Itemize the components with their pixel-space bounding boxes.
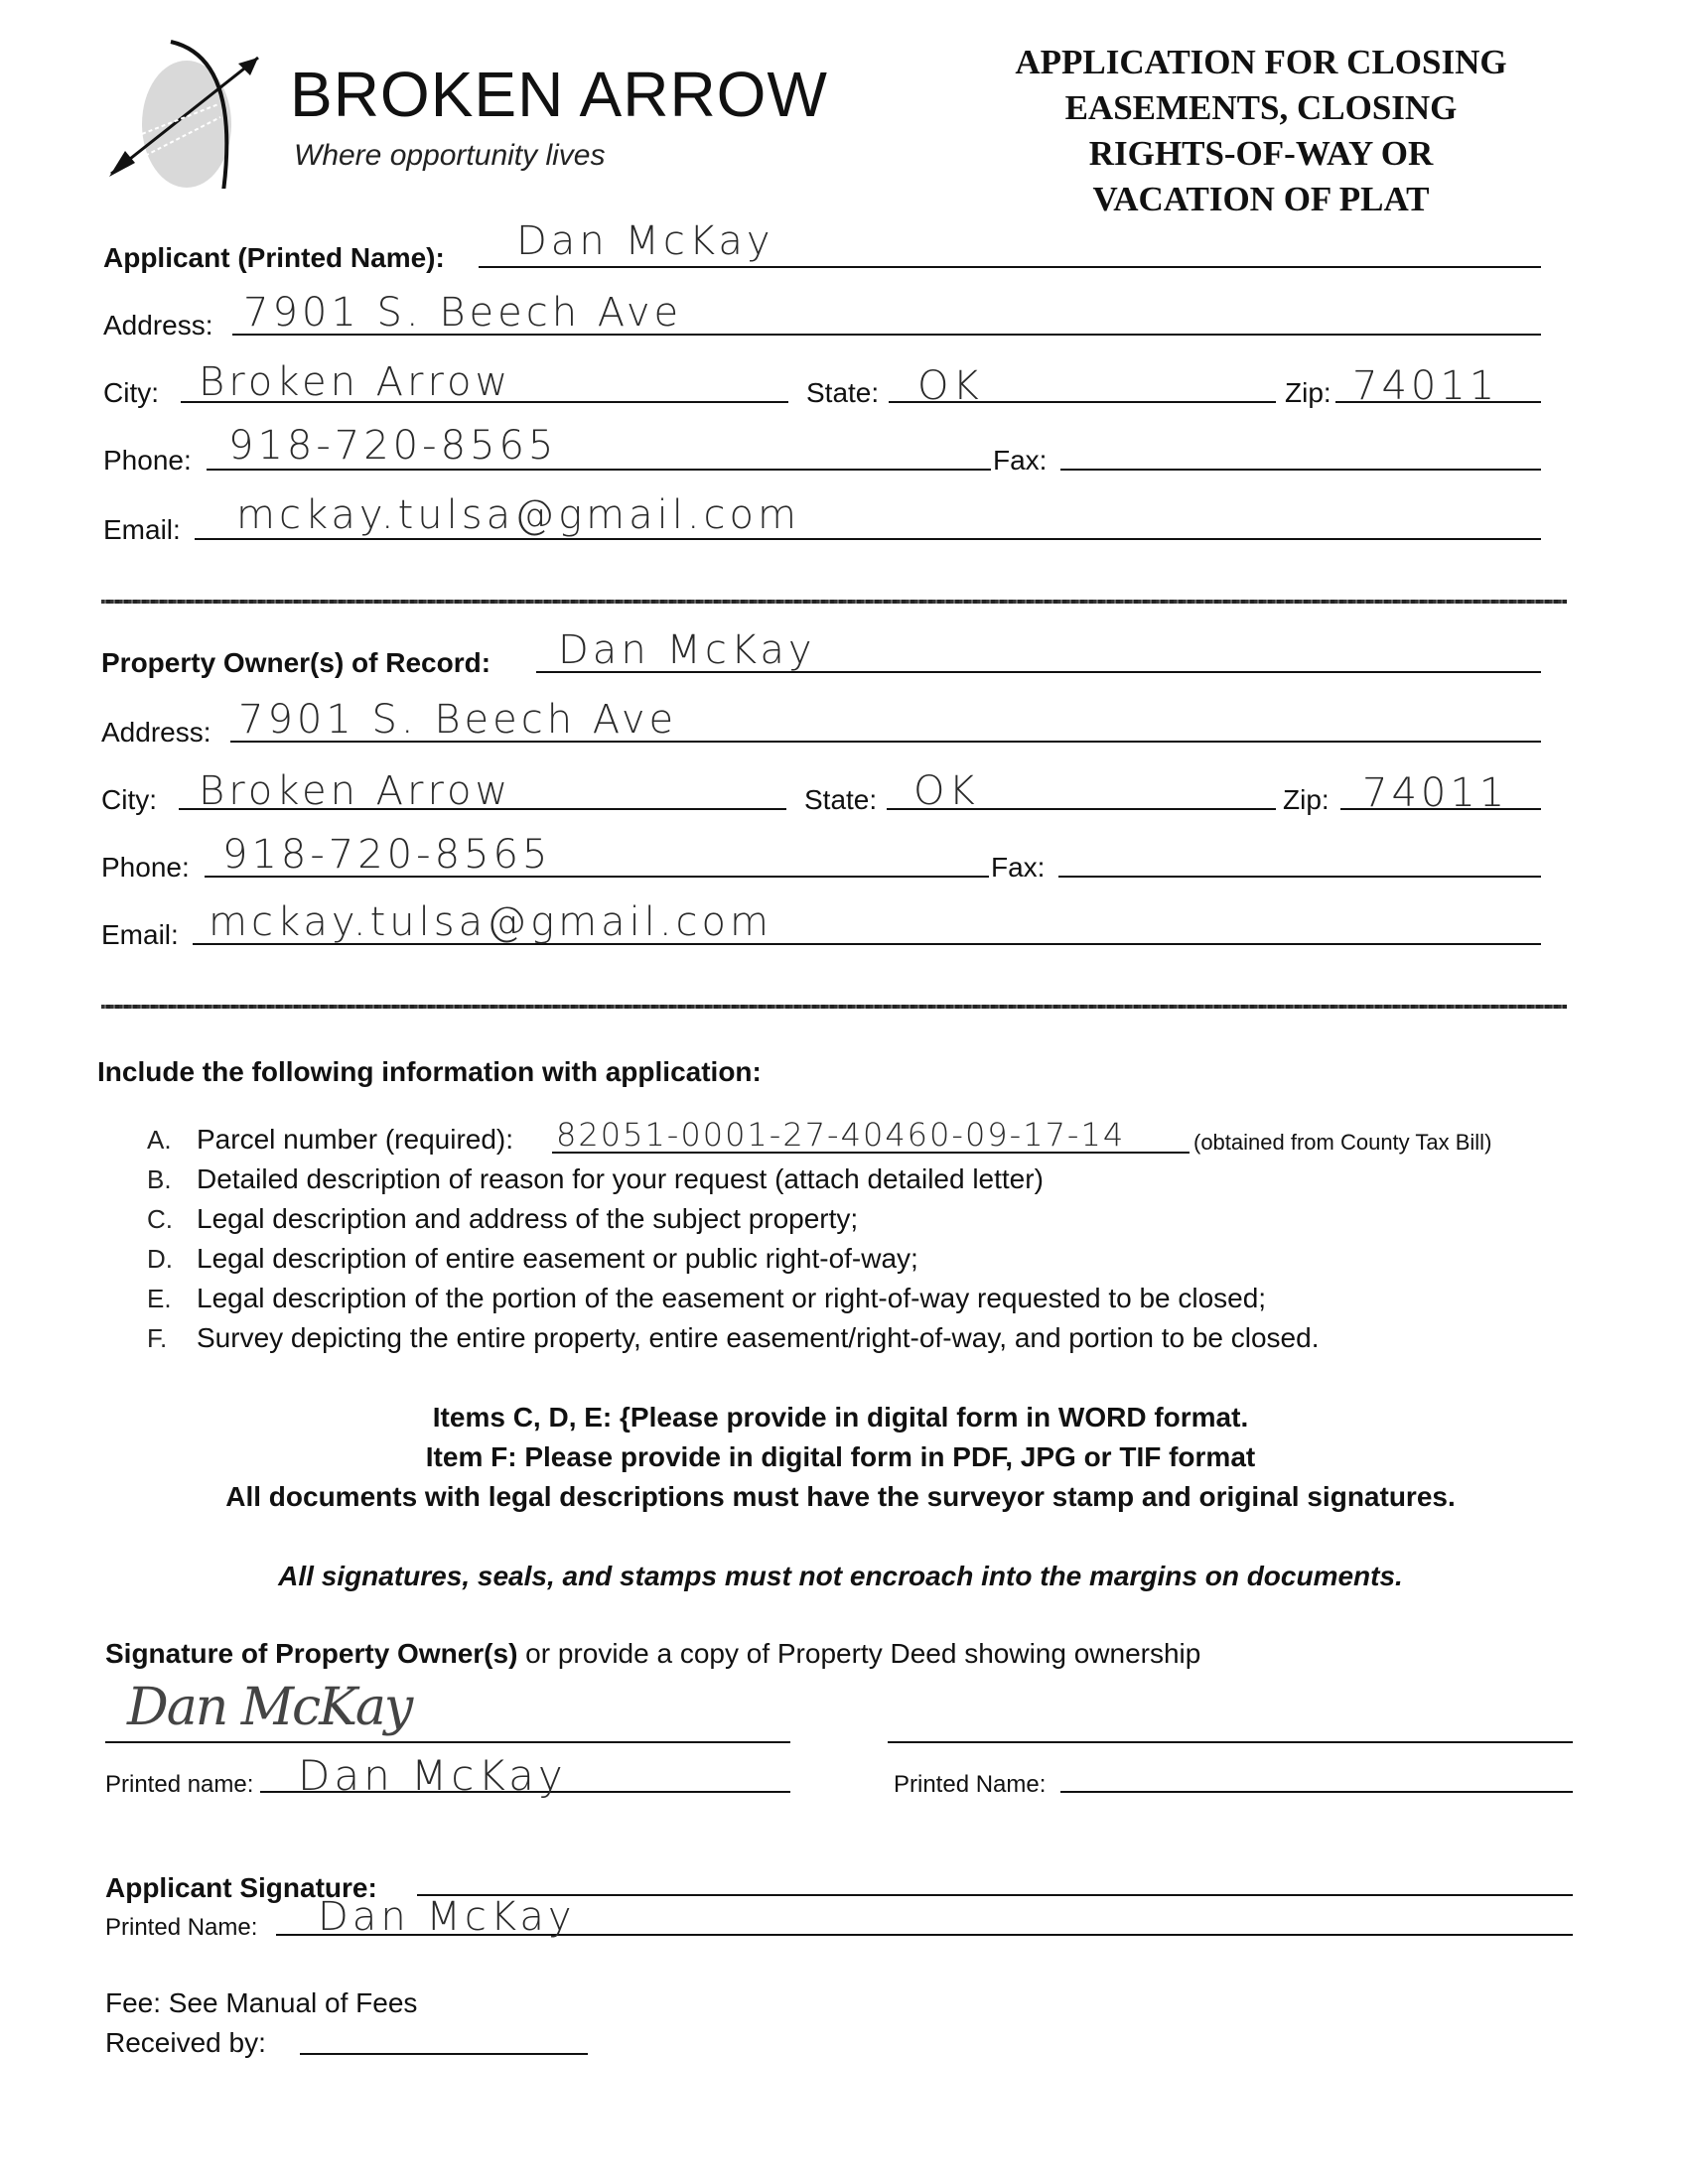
- owner-fax-label: Fax:: [991, 852, 1046, 883]
- title-line: EASEMENTS, CLOSING: [1064, 88, 1458, 127]
- owner-email-value: mckay.tulsa@gmail.com: [209, 899, 772, 945]
- owner-address-label: Address:: [101, 717, 211, 748]
- title-line: RIGHTS-OF-WAY OR: [1088, 134, 1434, 173]
- applicant-email-field[interactable]: [195, 538, 1541, 540]
- owner-city-value: Broken Arrow: [199, 768, 512, 814]
- applicant-phone-value: 918-720-8565: [228, 423, 558, 469]
- printed-name-field-2[interactable]: [1060, 1791, 1573, 1793]
- section-divider: [101, 600, 1567, 604]
- requirement-item-a: [147, 1124, 513, 1156]
- applicant-signature-label: Applicant Signature:: [105, 1872, 377, 1903]
- format-note: All documents with legal descriptions must have the surveyor stamp and original signatures.: [225, 1481, 1456, 1512]
- fee-text: Fee: See Manual of Fees: [105, 1987, 418, 2018]
- parcel-number-value: 82051-0001-27-40460-09-17-14: [556, 1116, 1126, 1154]
- owner-phone-label: Phone:: [101, 852, 190, 883]
- owner-email-label: Email:: [101, 919, 179, 950]
- applicant-city-label: City:: [103, 377, 159, 408]
- item-letter: A.: [147, 1125, 172, 1155]
- applicant-printed-name-value: Dan McKay: [318, 1894, 576, 1940]
- requirement-item-b: [147, 1163, 1044, 1195]
- format-note: Item F: Please provide in digital form in PDF, JPG or TIF format: [425, 1441, 1256, 1472]
- applicant-address-label: Address:: [103, 310, 213, 341]
- applicant-phone-field[interactable]: [207, 469, 991, 471]
- applicant-email-label: Email:: [103, 514, 181, 545]
- applicant-zip-label: Zip:: [1285, 377, 1331, 408]
- applicant-name-value: Dan McKay: [516, 218, 774, 264]
- owner-zip-label: Zip:: [1283, 784, 1330, 815]
- owner-name-value: Dan McKay: [558, 627, 816, 673]
- received-by-label: Received by:: [105, 2027, 266, 2058]
- owner-signature-field-1[interactable]: [105, 1741, 790, 1743]
- printed-name-label-1: Printed name:: [105, 1771, 254, 1798]
- applicant-phone-label: Phone:: [103, 445, 192, 476]
- owner-zip-value: 74011: [1362, 770, 1509, 816]
- owner-address-value: 7901 S. Beech Ave: [238, 697, 678, 743]
- applicant-email-value: mckay.tulsa@gmail.com: [236, 492, 800, 538]
- requirement-item-d: [147, 1243, 918, 1275]
- owner-signature-heading-rest: or provide a copy of Property Deed showing ownership: [517, 1638, 1201, 1669]
- applicant-address-value: 7901 S. Beech Ave: [243, 290, 683, 336]
- owner-name-label: Property Owner(s) of Record:: [101, 647, 491, 678]
- requirements-heading: Include the following information with application:: [97, 1056, 762, 1087]
- applicant-fax-field[interactable]: [1060, 469, 1541, 471]
- section-divider: [101, 1005, 1567, 1009]
- item-text: Parcel number (required):: [197, 1124, 514, 1155]
- title-line: VACATION OF PLAT: [1092, 180, 1430, 218]
- format-note: Items C, D, E: {Please provide in digital form in WORD format.: [432, 1402, 1249, 1433]
- applicant-state-label: State:: [806, 377, 880, 408]
- printed-name-value-1: Dan McKay: [298, 1751, 567, 1800]
- brand-name: BROKEN ARROW: [290, 59, 828, 130]
- item-letter: F.: [147, 1323, 168, 1353]
- owner-phone-value: 918-720-8565: [222, 832, 552, 878]
- owner-fax-field[interactable]: [1058, 876, 1541, 878]
- applicant-fax-label: Fax:: [993, 445, 1048, 476]
- applicant-state-value: OK: [917, 363, 983, 409]
- tagline: Where opportunity lives: [294, 139, 606, 172]
- parcel-number-note: (obtained from County Tax Bill): [1193, 1130, 1492, 1155]
- target-arrow-icon: [99, 40, 278, 189]
- applicant-zip-value: 74011: [1352, 363, 1499, 409]
- item-letter: D.: [147, 1244, 173, 1274]
- applicant-city-value: Broken Arrow: [199, 359, 512, 405]
- item-letter: C.: [147, 1204, 173, 1234]
- item-text: Legal description of entire easement or public right-of-way;: [197, 1243, 918, 1274]
- item-letter: B.: [147, 1164, 172, 1194]
- applicant-signature-field[interactable]: [417, 1894, 1573, 1896]
- owner-state-value: OK: [913, 768, 979, 814]
- applicant-name-field[interactable]: [479, 266, 1541, 268]
- item-text: Legal description of the portion of the easement or right-of-way requested to be closed;: [197, 1283, 1267, 1313]
- form-title: [953, 40, 1569, 222]
- owner-signature-field-2[interactable]: [888, 1741, 1573, 1743]
- owner-city-label: City:: [101, 784, 157, 815]
- applicant-printed-name-label: Printed Name:: [105, 1914, 258, 1941]
- item-text: Detailed description of reason for your request (attach detailed letter): [197, 1163, 1044, 1194]
- margin-note: All signatures, seals, and stamps must not encroach into the margins on documents.: [278, 1561, 1403, 1591]
- owner-signature-heading-bold: Signature of Property Owner(s): [105, 1638, 518, 1669]
- logo: [99, 40, 278, 189]
- owner-state-label: State:: [804, 784, 878, 815]
- item-text: Legal description and address of the subject property;: [197, 1203, 859, 1234]
- received-by-field[interactable]: [300, 2053, 588, 2055]
- printed-name-label-2: Printed Name:: [894, 1771, 1047, 1798]
- owner-signature-value: Dan McKay: [127, 1678, 412, 1737]
- item-letter: E.: [147, 1284, 172, 1313]
- requirement-item-f: [147, 1322, 1319, 1354]
- owner-signature-heading: [105, 1638, 1200, 1670]
- applicant-name-label: Applicant (Printed Name):: [103, 242, 445, 273]
- title-line: APPLICATION FOR CLOSING: [1015, 43, 1507, 81]
- item-text: Survey depicting the entire property, entire easement/right-of-way, and portion to be closed.: [197, 1322, 1320, 1353]
- requirement-item-c: [147, 1203, 858, 1235]
- requirement-item-e: [147, 1283, 1266, 1314]
